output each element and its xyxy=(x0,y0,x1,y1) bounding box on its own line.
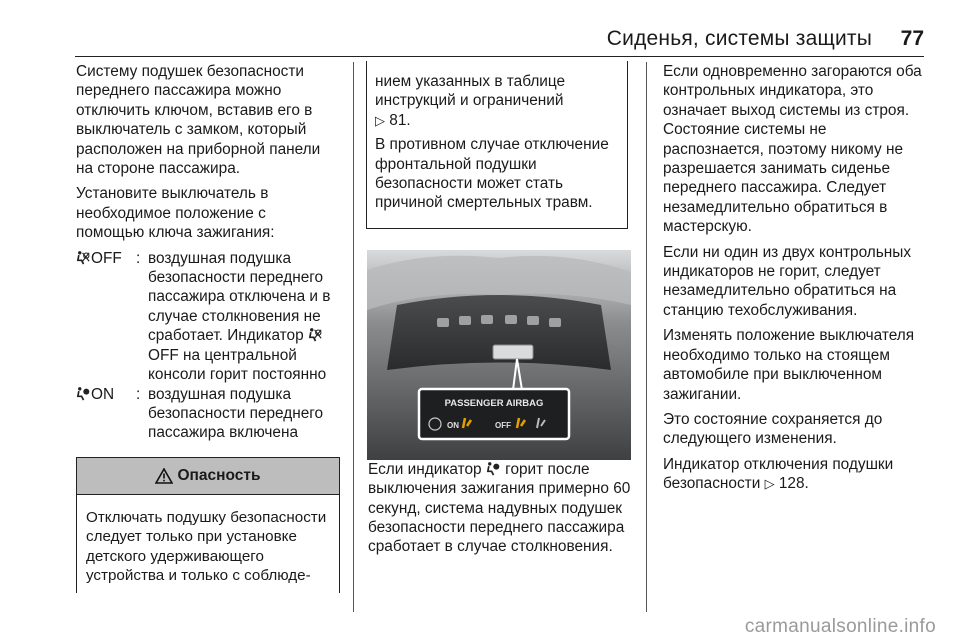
airbag-off-icon xyxy=(76,250,91,265)
paragraph: Это состояние сохраняется до следующего изменения. xyxy=(663,410,883,448)
column-right xyxy=(663,62,927,500)
paragraph: Если одновременно загораются оба контрольных индикатора, это означает выход системы из строя. Состояние системы не распознается, поэтому никому не разрешается занимать сиденье переднего пассажира. Следует незамедлительно обратиться в мастерскую. xyxy=(663,63,922,236)
page-ref-arrow-icon: ▷ xyxy=(375,112,385,128)
danger-box-continued: нием указанных в таблице инструкций и ограничений ▷ 81. В противном случае отключение фронтальной подушки безопасности может стать причиной смертельных травм. xyxy=(366,61,628,229)
watermark: carmanualsonline.info xyxy=(744,616,936,637)
paragraph: Если ни один из двух контрольных индикаторов не горит, следует незамедлительно обратиться на станцию техобслуживания. xyxy=(663,243,912,319)
danger-text: Отключать подушку безопасности следует только при установке детского удерживающего устройства и только с соблюде- xyxy=(86,508,327,584)
column-divider xyxy=(353,62,354,612)
warning-triangle-icon xyxy=(155,468,173,484)
column-left xyxy=(76,62,338,593)
photo-on-label: ON xyxy=(447,420,459,430)
airbag-off-icon xyxy=(308,327,323,342)
def-row-on: ON : воздушная подушка безопасности переднего пассажира включена xyxy=(76,385,338,443)
airbag-on-icon xyxy=(486,461,501,476)
section-title: Сиденья, системы защиты xyxy=(606,27,872,50)
paragraph: Систему подушек безопасности переднего пассажира можно отключить ключом, вставив его в выключатель с замком, который расположен на приборной панели на стороне пассажира. xyxy=(76,63,321,178)
paragraph: Изменять положение выключателя необходимо только на стоящем автомобиле при выключенном зажигании. xyxy=(663,327,915,403)
danger-header: Опасность xyxy=(77,458,339,495)
danger-box xyxy=(76,457,340,594)
switch-positions-list xyxy=(76,249,338,443)
paragraph: Индикатор отключения подушки безопасности ▷ 128. xyxy=(663,455,894,493)
paragraph: Если индикатор горит после выключения зажигания примерно 60 секунд, система надувных подушек безопасности переднего пассажира сработает в случае столкновения. xyxy=(368,460,631,556)
paragraph: В противном случае отключение фронтальной подушки безопасности может стать причиной смертельных травм. xyxy=(375,136,609,212)
page-ref-arrow-icon: ▷ xyxy=(764,476,775,492)
def-row-off: OFF : воздушная подушка безопасности переднего пассажира отключена и в случае столкновения не сработает. Индикатор OFF на центральной консоли горит постоянно xyxy=(76,249,338,385)
console-photo xyxy=(367,250,631,460)
header-rule xyxy=(75,56,924,57)
page-number: 77 xyxy=(900,27,924,50)
photo-label: PASSENGER AIRBAG xyxy=(444,397,544,409)
airbag-on-icon xyxy=(76,386,91,401)
page-header xyxy=(0,0,960,58)
column-divider xyxy=(646,62,647,612)
paragraph: Установите выключатель в необходимое положение с помощью ключа зажигания: xyxy=(76,185,275,242)
photo-off-label: OFF xyxy=(495,420,511,430)
column-middle xyxy=(368,62,632,563)
